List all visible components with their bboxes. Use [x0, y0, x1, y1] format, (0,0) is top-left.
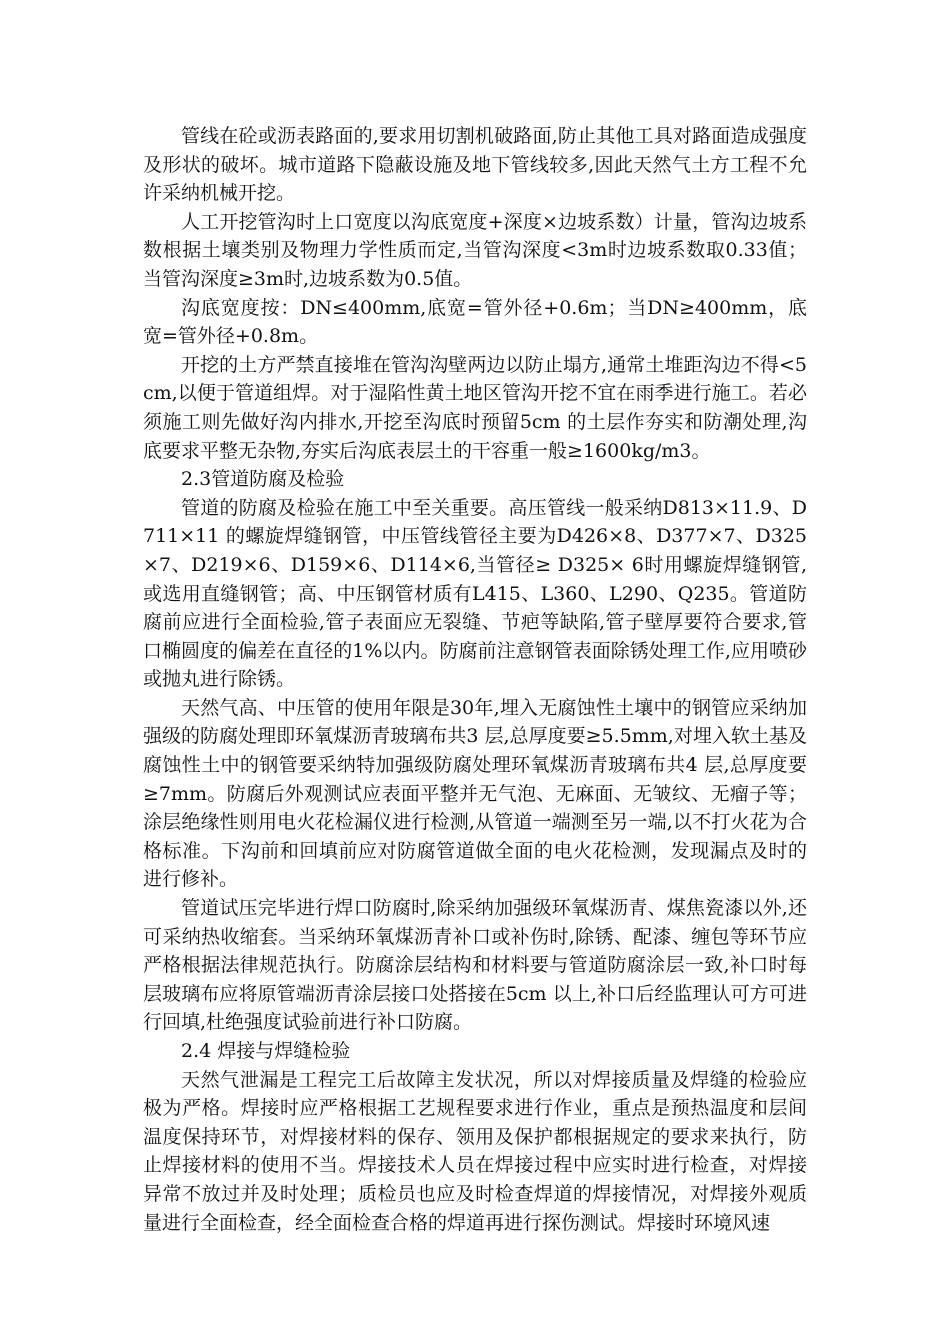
paragraph-manual-excavation: 人工开挖管沟时上口宽度以沟底宽度+深度×边坡系数）计量，管沟边坡系数根据土壤类别及物理力学性质而定,当管沟深度<3m时边坡系数取0.33值；当管沟深度≥3m时,边坡系数为0.5值。	[143, 210, 807, 290]
paragraph-welding-inspection: 天然气泄漏是工程完工后故障主发状况，所以对焊接质量及焊缝的检验应极为严格。焊接时应严格根据工艺规程要求进行作业，重点是预热温度和层间温度保持环节，对焊接材料的保存、领用及保护都根据规定的要求来执行，防止焊接材料的使用不当。焊接技术人员在焊接过程中应实时进行检查，对焊接异常不放过并及时处理；质检员也应及时检查焊道的焊接情况，对焊接外观质量进行全面检查，经全面检查合格的焊道再进行探伤测试。焊接时环境风速	[143, 1068, 807, 1234]
section-heading-2-4: 2.4 焊接与焊缝检验	[181, 1040, 351, 1062]
paragraph-spoil-placement: 开挖的土方严禁直接堆在管沟沟壁两边以防止塌方,通常土堆距沟边不得<5cm,以便于管道组焊。对于湿陷性黄土地区管沟开挖不宜在雨季进行施工。若必须施工则先做好沟内排水,开挖至沟底时预留5cm 的土层作夯实和防潮处理,沟底要求平整无杂物,夯实后沟底表层土的干容重一般≥1600kg/m3。	[143, 353, 807, 462]
paragraph-joint-anticorrosion: 管道试压完毕进行焊口防腐时,除采纳加强级环氧煤沥青、煤焦瓷漆以外,还可采纳热收缩套。当采纳环氧煤沥青补口或补伤时,除锈、配漆、缠包等环节应严格根据法律规范执行。防腐涂层结构和材料要与管道防腐涂层一致,补口时每层玻璃布应将原管端沥青涂层接口处搭接在5cm 以上,补口后经监理认可方可进行回填,杜绝强度试验前进行补口防腐。	[143, 897, 807, 1034]
paragraph-service-life: 天然气高、中压管的使用年限是30年,埋入无腐蚀性土壤中的钢管应采纳加强级的防腐处理即环氧煤沥青玻璃布共3 层,总厚度要≥5.5mm,对埋入软土基及腐蚀性土中的钢管要采纳特加强级防腐处理环氧煤沥青玻璃布共4 层,总厚度要≥7mm。防腐后外观测试应表面平整并无气泡、无麻面、无皱纹、无瘤子等；涂层绝缘性则用电火花检漏仪进行检测,从管道一端测至另一端,以不打火花为合格标准。下沟前和回填前应对防腐管道做全面的电火花检测，发现漏点及时的进行修补。	[143, 696, 807, 891]
paragraph-road-cutting: 管线在砼或沥表路面的,要求用切割机破路面,防止其他工具对路面造成强度及形状的破坏。城市道路下隐蔽设施及地下管线较多,因此天然气土方工程不允许采纳机械开挖。	[143, 125, 807, 205]
section-heading-2-3: 2.3管道防腐及检验	[181, 468, 345, 491]
document-body	[143, 122, 807, 1237]
paragraph-trench-bottom-width: 沟底宽度按：DN≤400mm,底宽=管外径+0.6m；当DN≥400mm，底宽=管外径+0.8m。	[143, 296, 807, 348]
paragraph-pipe-anticorrosion: 管道的防腐及检验在施工中至关重要。高压管线一般采纳D813×11.9、D711×11 的螺旋焊缝钢管，中压管线管径主要为D426×8、D377×7、D325×7、D219×6、D159×6、D114×6,当管径≥ D325× 6时用螺旋焊缝钢管,或选用直缝钢管；高、中压钢管材质有L415、L360、L290、Q235。管道防腐前应进行全面检验,管子表面应无裂缝、节疤等缺陷,管子壁厚要符合要求,管口椭圆度的偏差在直径的1%以内。防腐前注意钢管表面除锈处理工作,应用喷砂或抛丸进行除锈。	[143, 496, 807, 691]
